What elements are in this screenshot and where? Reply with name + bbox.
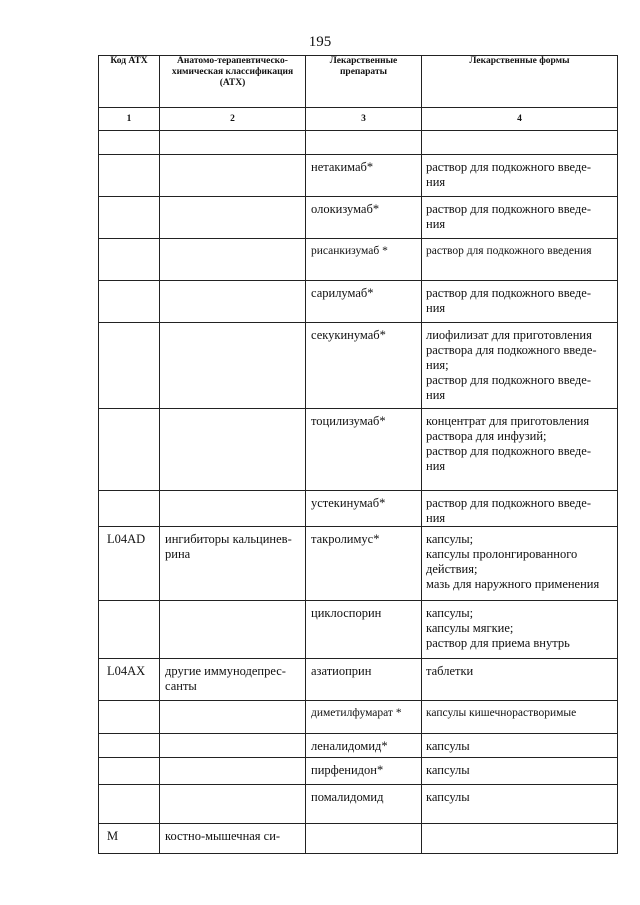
column-number: 4 — [422, 108, 618, 131]
drug-name-cell — [306, 197, 422, 239]
dosage-form-cell — [422, 281, 618, 323]
dosage-form-cell-text: капсулы кишечнорастворимые — [426, 707, 577, 719]
dosage-form-cell — [422, 824, 618, 854]
drug-name-cell-text: циклоспорин — [311, 606, 382, 620]
classification-cell — [160, 409, 306, 491]
atx-code-cell — [99, 601, 160, 659]
drug-name-cell-text: сарилумаб* — [311, 286, 374, 300]
drug-name-cell — [306, 155, 422, 197]
atx-table — [98, 55, 618, 854]
atx-code-cell — [99, 785, 160, 824]
drug-name-cell-text: секукинумаб* — [311, 328, 386, 342]
drug-name-cell-text: нетакимаб* — [311, 160, 374, 174]
classification-cell-text: ингибиторы кальцинев- рина — [165, 532, 292, 561]
classification-cell — [160, 824, 306, 854]
drug-name-cell-text: тоцилизумаб* — [311, 414, 386, 428]
atx-code-cell-text: M — [107, 829, 119, 843]
atx-code-cell-text: L04AD — [107, 532, 146, 546]
atx-code-cell — [99, 409, 160, 491]
dosage-form-cell — [422, 734, 618, 758]
classification-cell — [160, 701, 306, 734]
drug-name-cell — [306, 824, 422, 854]
table-row — [99, 527, 618, 601]
table-row — [99, 701, 618, 734]
drug-name-cell-text: помалидомид — [311, 790, 384, 804]
dosage-form-cell-text: лиофилизат для приготовления раствора для подкожного введе- ния; раствор для подкожного введе- ния — [426, 328, 597, 402]
dosage-form-cell-text: таблетки — [426, 664, 474, 678]
header-code: Код АТХ — [99, 56, 160, 108]
dosage-form-cell — [422, 785, 618, 824]
dosage-form-cell-text: раствор для подкожного введе- ния — [426, 160, 591, 189]
classification-cell — [160, 758, 306, 785]
classification-cell — [160, 601, 306, 659]
table-row — [99, 197, 618, 239]
dosage-form-cell — [422, 323, 618, 409]
drug-name-cell — [306, 734, 422, 758]
table-row — [99, 601, 618, 659]
header-drugs: Лекарственные препараты — [306, 56, 422, 108]
drug-name-cell-text: такролимус* — [311, 532, 380, 546]
table-body — [99, 131, 618, 854]
classification-cell — [160, 197, 306, 239]
dosage-form-cell — [422, 131, 618, 155]
table-row — [99, 323, 618, 409]
classification-cell — [160, 491, 306, 527]
table-row — [99, 281, 618, 323]
header-forms: Лекарственные формы — [422, 56, 618, 108]
atx-code-cell — [99, 758, 160, 785]
dosage-form-cell-text: капсулы — [426, 763, 470, 777]
drug-name-cell — [306, 758, 422, 785]
atx-code-cell — [99, 131, 160, 155]
table-row — [99, 491, 618, 527]
atx-code-cell — [99, 281, 160, 323]
drug-name-cell — [306, 323, 422, 409]
classification-cell — [160, 131, 306, 155]
atx-code-cell — [99, 491, 160, 527]
dosage-form-cell-text: капсулы; капсулы пролонгированного действия; мазь для наружного применения — [426, 532, 600, 591]
dosage-form-cell-text: раствор для подкожного введе- ния — [426, 202, 591, 231]
dosage-form-cell — [422, 239, 618, 281]
atx-code-cell — [99, 197, 160, 239]
atx-code-cell — [99, 824, 160, 854]
atx-code-cell — [99, 239, 160, 281]
dosage-form-cell-text: капсулы — [426, 790, 470, 804]
drug-name-cell — [306, 785, 422, 824]
atx-code-cell — [99, 527, 160, 601]
table-row — [99, 758, 618, 785]
drug-name-cell — [306, 527, 422, 601]
table-row — [99, 824, 618, 854]
page-number: 195 — [308, 34, 332, 50]
classification-cell-text: костно-мышечная си- — [165, 829, 281, 843]
classification-cell — [160, 323, 306, 409]
dosage-form-cell-text: раствор для подкожного введения — [426, 245, 592, 257]
dosage-form-cell-text: раствор для подкожного введе- ния — [426, 496, 591, 525]
classification-cell — [160, 785, 306, 824]
drug-name-cell — [306, 491, 422, 527]
atx-code-cell-text: L04AX — [107, 664, 146, 678]
table-row — [99, 785, 618, 824]
column-number-row — [99, 108, 618, 131]
dosage-form-cell-text: концентрат для приготовления раствора для инфузий; раствор для подкожного введе- ния — [426, 414, 591, 473]
atx-code-cell — [99, 659, 160, 701]
header-row — [99, 56, 618, 108]
dosage-form-cell — [422, 491, 618, 527]
drug-name-cell-text: олокизумаб* — [311, 202, 380, 216]
classification-cell — [160, 734, 306, 758]
dosage-form-cell-text: капсулы; капсулы мягкие; раствор для приема внутрь — [426, 606, 570, 650]
classification-cell-text: другие иммунодепрес- санты — [165, 664, 286, 693]
drug-name-cell — [306, 701, 422, 734]
dosage-form-cell-text: раствор для подкожного введе- ния — [426, 286, 591, 315]
dosage-form-cell — [422, 659, 618, 701]
table-row — [99, 131, 618, 155]
header-classification: Анатомо-терапевтическо-химическая классификация (АТХ) — [160, 56, 306, 108]
atx-code-cell — [99, 323, 160, 409]
drug-name-cell — [306, 409, 422, 491]
table-row — [99, 155, 618, 197]
atx-code-cell — [99, 155, 160, 197]
dosage-form-cell-text: капсулы — [426, 739, 470, 753]
drug-name-cell-text: пирфенидон* — [311, 763, 384, 777]
dosage-form-cell — [422, 155, 618, 197]
classification-cell — [160, 659, 306, 701]
column-number: 1 — [99, 108, 160, 131]
table-row — [99, 409, 618, 491]
drug-name-cell-text: азатиоприн — [311, 664, 372, 678]
dosage-form-cell — [422, 527, 618, 601]
dosage-form-cell — [422, 758, 618, 785]
classification-cell — [160, 527, 306, 601]
classification-cell — [160, 281, 306, 323]
atx-code-cell — [99, 734, 160, 758]
drug-name-cell — [306, 239, 422, 281]
drug-name-cell — [306, 131, 422, 155]
drug-name-cell — [306, 281, 422, 323]
drug-name-cell — [306, 659, 422, 701]
column-number: 3 — [306, 108, 422, 131]
classification-cell — [160, 155, 306, 197]
drug-name-cell-text: устекинумаб* — [311, 496, 386, 510]
table-row — [99, 239, 618, 281]
table-row — [99, 734, 618, 758]
dosage-form-cell — [422, 409, 618, 491]
dosage-form-cell — [422, 701, 618, 734]
classification-cell — [160, 239, 306, 281]
drug-name-cell-text: рисанкизумаб * — [311, 245, 388, 257]
dosage-form-cell — [422, 601, 618, 659]
drug-name-cell-text: диметилфумарат * — [311, 707, 402, 719]
atx-code-cell — [99, 701, 160, 734]
table-row — [99, 659, 618, 701]
drug-name-cell-text: леналидомид* — [311, 739, 388, 753]
drug-name-cell — [306, 601, 422, 659]
dosage-form-cell — [422, 197, 618, 239]
column-number: 2 — [160, 108, 306, 131]
